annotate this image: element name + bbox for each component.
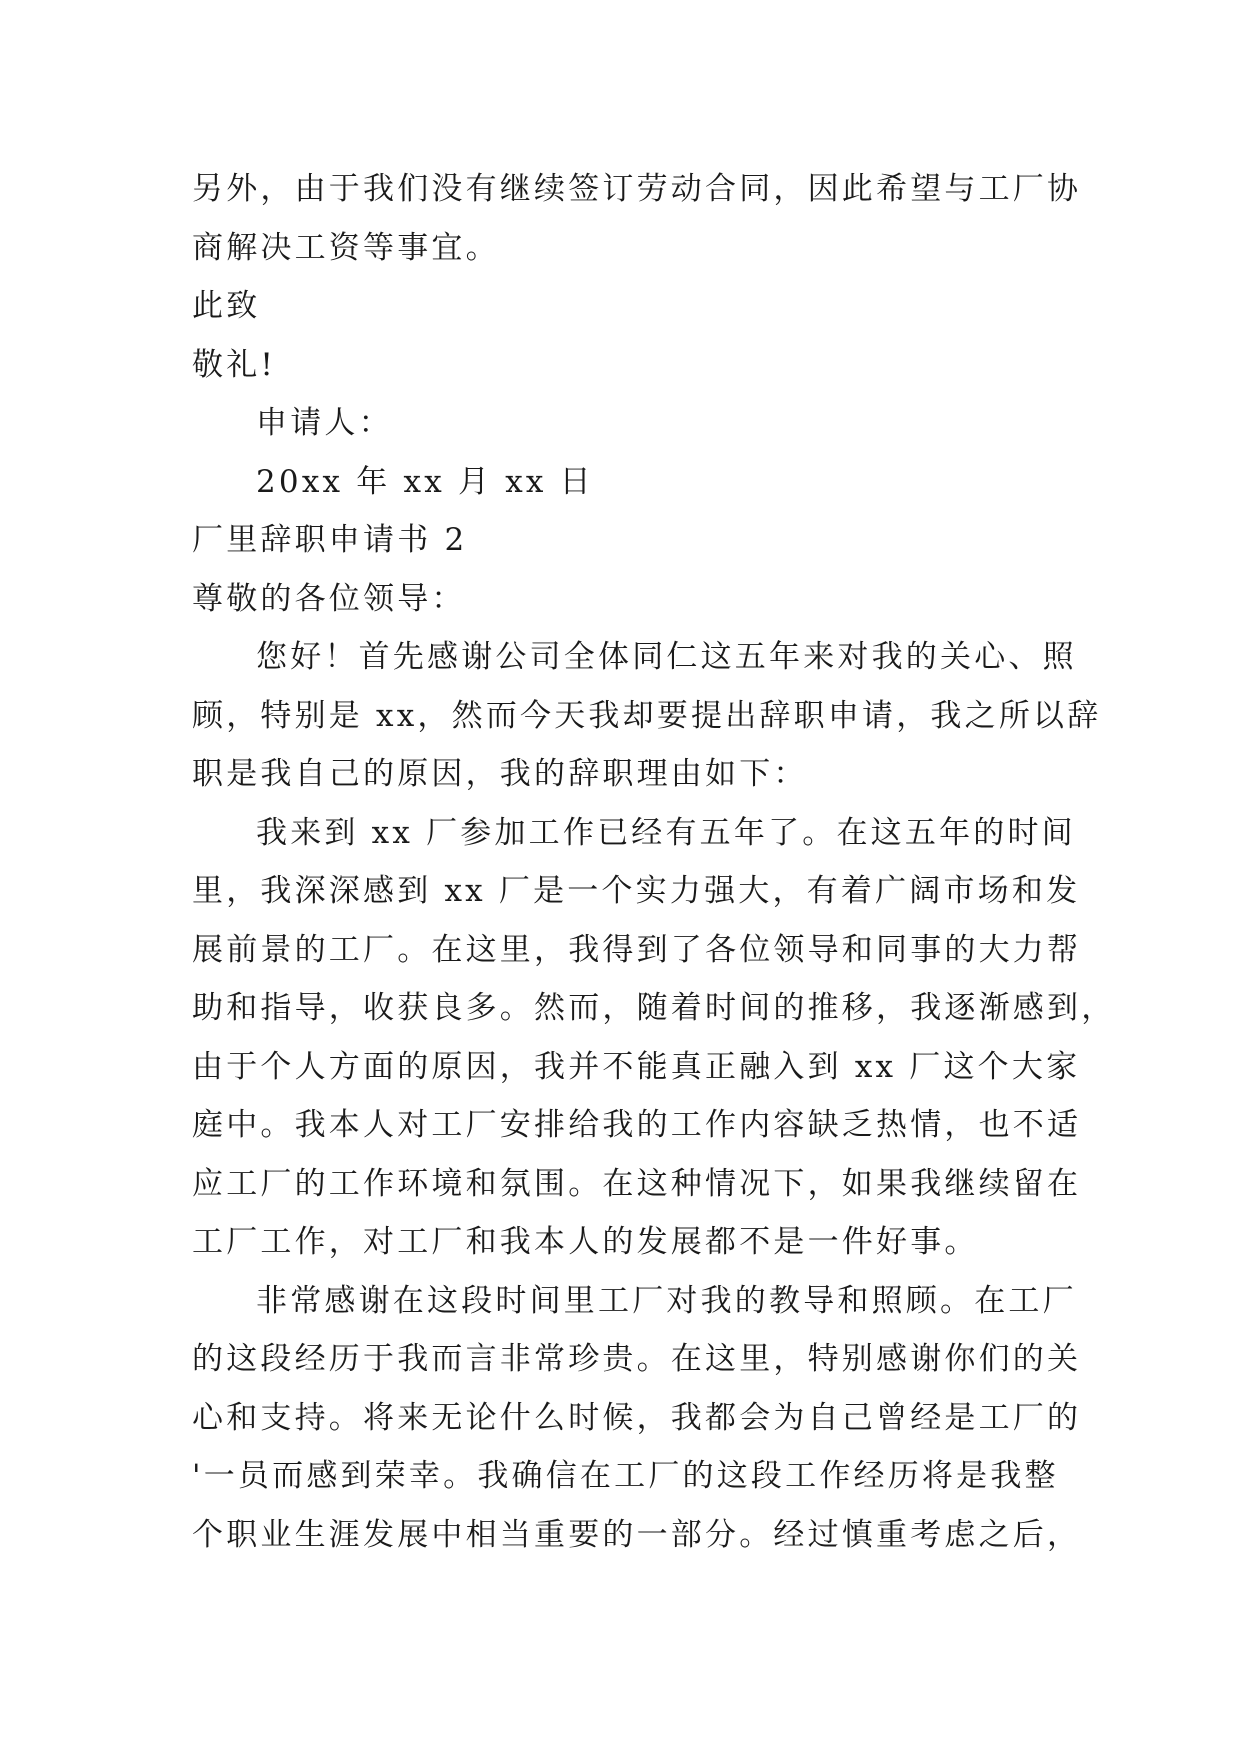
text-line: 展前景的工厂。在这里，我得到了各位领导和同事的大力帮 (192, 931, 1082, 968)
text-line: 的这段经历于我而言非常珍贵。在这里，特别感谢你们的关 (192, 1341, 1082, 1377)
text-line: 里，我深深感到 xx 厂是一个实力强大，有着广阔市场和发 (192, 873, 1081, 909)
text-line: 心和支持。将来无论什么时候，我都会为自己曾经是工厂的 (192, 1399, 1082, 1436)
section-title: 厂里辞职申请书 2 (192, 522, 468, 558)
greeting: 尊敬的各位领导： (192, 580, 466, 617)
text-line: 应工厂的工作环境和氛围。在这种情况下，如果我继续留在 (192, 1165, 1082, 1202)
closing-salutation: 此致 (192, 288, 261, 324)
text-line: 助和指导，收获良多。然而，随着时间的推移，我逐渐感到， (192, 990, 1116, 1026)
text-line: 非常感谢在这段时间里工厂对我的教导和照顾。在工厂 (256, 1282, 1077, 1319)
closing-regards: 敬礼! (192, 346, 277, 383)
text-line: '一员而感到荣幸。我确信在工厂的这段工作经历将是我整 (192, 1458, 1059, 1494)
document-body (192, 160, 1116, 1564)
text-line: 职是我自己的原因，我的辞职理由如下： (192, 756, 808, 792)
text-line: 庭中。我本人对工厂安排给我的工作内容缺乏热情，也不适 (192, 1107, 1082, 1143)
text-line: 工厂工作，对工厂和我本人的发展都不是一件好事。 (192, 1224, 979, 1260)
text-line: 我来到 xx 厂参加工作已经有五年了。在这五年的时间 (256, 814, 1076, 851)
applicant-label: 申请人： (256, 405, 393, 441)
date-line: 20xx 年 xx 月 xx 日 (256, 463, 594, 500)
text-line: 个职业生涯发展中相当重要的一部分。经过慎重考虑之后， (192, 1516, 1082, 1553)
text-line: 顾，特别是 xx，然而今天我却要提出辞职申请，我之所以辞 (192, 697, 1102, 734)
text-line: 由于个人方面的原因，我并不能真正融入到 xx 厂这个大家 (192, 1048, 1081, 1085)
text-line: 您好！首先感谢公司全体同仁这五年来对我的关心、照 (256, 639, 1077, 675)
text-line: 商解决工资等事宜。 (192, 229, 500, 266)
text-line: 另外，由于我们没有继续签订劳动合同，因此希望与工厂协 (192, 171, 1082, 207)
